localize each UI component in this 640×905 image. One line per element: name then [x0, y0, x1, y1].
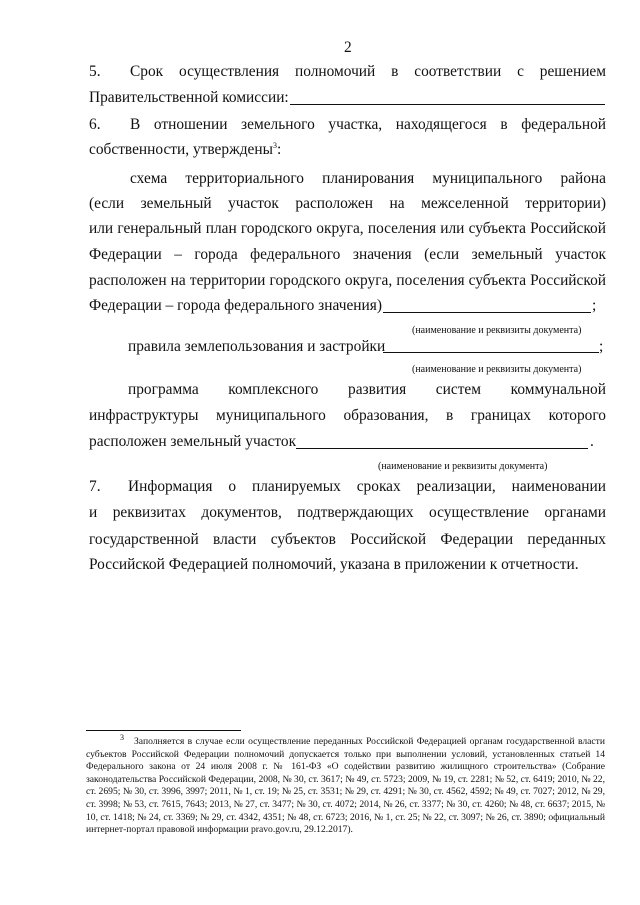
scheme-line-4: Федерации – города федерального значения (если земельный участок [89, 246, 606, 263]
footnote [86, 732, 605, 837]
scheme-end: ; [592, 297, 597, 314]
program-blank-line [296, 448, 588, 449]
caption-scheme: (наименование и реквизиты документа) [412, 325, 582, 336]
item-5-blank-line [290, 104, 605, 105]
scheme-line-2: (если земельный участок расположен на межселенной территории) [89, 195, 606, 212]
item-7-line-3: государственной власти субъектов Российской Федерации переданных [89, 531, 606, 548]
item-5-line-2: Правительственной комиссии: [89, 89, 289, 106]
item-7-number: 7. [89, 478, 101, 495]
item-7-line-2: и реквизитах документов, подтверждающих осуществление органами [89, 504, 606, 521]
program-line-3: расположен земельный участок [89, 433, 297, 450]
scheme-line-6: Федерации – города федерального значения) [89, 297, 382, 314]
rules-line: правила землепользования и застройки [128, 338, 386, 355]
program-line-2: инфраструктуры муниципального образования, в границах которого [89, 407, 606, 424]
item-5-number: 5. [89, 63, 101, 80]
item-5-line-1: Срок осуществления полномочий в соответствии с решением [130, 63, 606, 80]
item-7-line-4: Российской Федерацией полномочий, указана в приложении к отчетности. [89, 556, 579, 573]
scheme-line-3: или генеральный план городского округа, поселения или субъекта Российской [89, 220, 606, 237]
item-6-number: 6. [89, 116, 101, 133]
program-end: . [590, 433, 594, 450]
scheme-line-5: расположен на территории городского округа, поселения субъекта Российской [89, 272, 606, 289]
caption-rules: (наименование и реквизиты документа) [412, 364, 582, 375]
rules-end: ; [599, 338, 604, 355]
footnote-separator [86, 730, 241, 731]
footnote-text: Заполняется в случае если осуществление переданных Российской Федерацией органам государственной власти субъектов Российской Федерации полномочий допускается только при выполнении условий, установленных статьей 14 Федерального закона от 24 июля 2008 г. № 161-ФЗ «О содействии развитию жилищного строительства» (Собрание законодательства Российской Федерации, 2008, № 30, ст. 3617; № 49, ст. 5723; 2009, № 19, ст. 2281; № 52, ст. 6419; 2010, № 22, ст. 2695; № 30, ст. 3996, 3997; 2011, № 1, ст. 19; № 25, ст. 3531; № 29, ст. 4291; № 30, ст. 4562, 4592; № 49, ст. 7027; 2012, № 29, ст. 3998; № 53, ст. 7615, 7643; 2013, № 27, ст. 3477; № 30, ст. 4072; 2014, № 26, ст. 3377; № 30, ст. 4260; № 48, ст. 6637; 2015, № 10, ст. 1418; № 24, ст. 3369; № 29, ст. 4342, 4351; № 48, ст. 6723; 2016, № 1, ст. 25; № 22, ст. 3097; № 26, ст. 3890; официальный интернет-портал правовой информации pravo.gov.ru, 29.12.2017). [86, 736, 605, 836]
item-6-line-2-text: собственности, утверждены [89, 141, 273, 158]
footnote-ref-3: 3 [272, 140, 277, 150]
footnote-mark: 3 [120, 732, 124, 742]
item-6-line-1: В отношении земельного участка, находящегося в федеральной [130, 116, 606, 133]
caption-program: (наименование и реквизиты документа) [378, 461, 548, 472]
page-number: 2 [344, 39, 352, 56]
rules-blank-line [383, 352, 599, 353]
item-6-line-2 [89, 142, 281, 157]
scheme-line-1: схема территориального планирования муниципального района [130, 170, 606, 187]
scheme-blank-line [383, 312, 591, 313]
item-7-line-1: Информация о планируемых сроках реализации, наименовании [128, 478, 606, 495]
item-6-line-2-end: : [276, 141, 282, 158]
program-line-1: программа комплексного развития систем коммунальной [128, 381, 606, 398]
